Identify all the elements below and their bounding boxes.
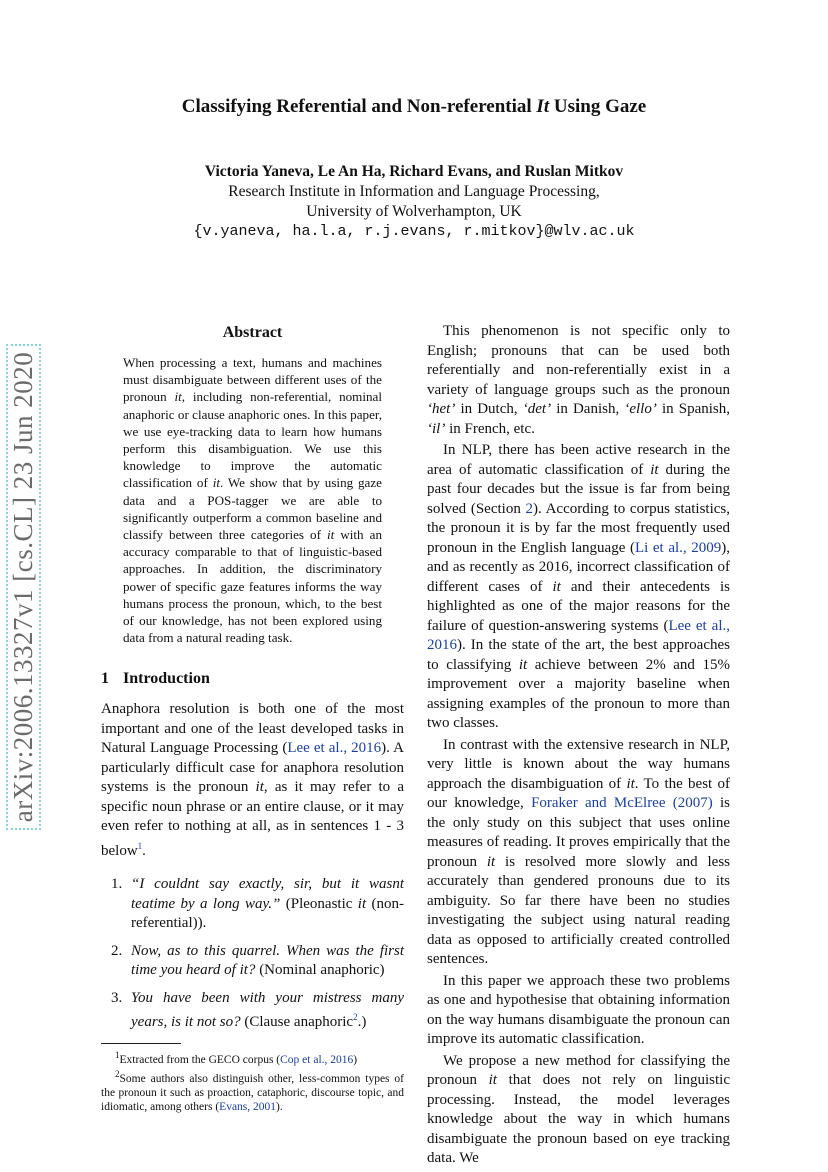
citation-link[interactable]: Evans, 2001 (219, 1100, 277, 1113)
citation-link[interactable]: Lee et al., 2016 (427, 617, 730, 653)
footnote-divider (101, 1043, 181, 1044)
footnote: $^1$Extracted from the GECO corpus (Cop et al., 2016) (115, 1049, 358, 1066)
citation-link[interactable]: Foraker and McElree (2007) (531, 795, 713, 811)
list-item: 2. Now, as to this quarrel. When was the first time you heard of it? (Nominal anaphoric) (111, 942, 404, 979)
right-column (427, 322, 730, 1171)
list-item: 3. You have been with your mistress many years, is it not so? (Clause anaphoric$^2$.) (111, 989, 404, 1031)
footnote-ref[interactable]: 1 (137, 840, 143, 851)
body-paragraph: In NLP, there has been active research in the area of automatic classification of it during the past four decades but the issue is far from being solved (Section 2). According to corpus statistics, the pronoun it is by far the most frequently used pronoun in the English language (Li et al., 2009), and as recently as 2016, incorrect classification of different cases of it and their antecedents is highlighted as one of the major reasons for the failure of question-answering systems (Lee et al., 2016). In the state of the art, the best approaches to classifying it achieve between 2% and 15% improvement over a majority baseline when assigning examples of the pronoun to more than two classes. (427, 442, 731, 731)
author-block (0, 162, 828, 242)
paper-title: Classifying Referential and Non-referential It Using Gaze (181, 96, 647, 117)
left-column (101, 322, 404, 1114)
citation-link[interactable]: Lee et al., 2016 (287, 740, 382, 757)
footnote-ref[interactable]: 2 (353, 1012, 358, 1023)
body-paragraph: In contrast with the extensive research in NLP, very little is known about the way humans approach the disambiguation of it. To the best of our knowledge, Foraker and McElree (2007) is the only study on this subject that uses online measures of reading. It proves empirically that the pronoun it is resolved more slowly and less accurately than gendered pronouns due to its ambiguity. So far there have been no studies investigating the subject using natural reading data as opposed to artificially created controlled sentences. (427, 736, 731, 967)
affiliation-line-1: Research Institute in Information and Language Processing, (228, 183, 600, 200)
body-paragraph: In this paper we approach these two problems as one and hypothesise that obtaining information on the way humans disambiguate the pronoun can improve its automatic classification. (427, 972, 730, 1047)
example-list (101, 875, 404, 1033)
section-link[interactable]: 2 (525, 500, 533, 517)
citation-link[interactable]: Li et al., 2009 (634, 539, 722, 556)
affiliation-line-2: University of Wolverhampton, UK (306, 203, 522, 220)
arxiv-stamp[interactable]: arXiv:2006.13327v1 [cs.CL] 23 Jun 2020 (6, 344, 41, 830)
citation-link[interactable]: Cop et al., 2016 (280, 1053, 354, 1066)
body-paragraph: We propose a new method for classifying the pronoun it that does not rely on linguistic processing. Instead, the model leverages knowledge about the way in which humans disambiguate the pronoun based on eye tracking data. We (427, 1052, 731, 1166)
author-names: Victoria Yaneva, Le An Ha, Richard Evans, and Ruslan Mitkov (204, 163, 624, 180)
list-item: 1. “I couldnt say exactly, sir, but it wasnt teatime by a long way.” (Pleonastic it (non-referential)). (111, 876, 405, 932)
abstract-heading: Abstract (222, 324, 283, 341)
intro-paragraph: Anaphora resolution is both one of the most important and one of the least developed tasks in Natural Language Processing (Lee et al., 2016). A particularly difficult case for anaphora resolution systems is the pronoun it, as it may refer to a specific noun phrase or an entire clause, or it may even refer to nothing at all, as in sentences 1 - 3 below$^1$. (101, 701, 404, 859)
footnote: $^2$Some authors also distinguish other, less-common types of the pronoun it such as proaction, cataphoric, discourse topic, and idiomatic, among others (Evans, 2001). (101, 1068, 404, 1113)
body-paragraph: This phenomenon is not specific only to English; pronouns that can be used both referentially and non-referentially exist in a variety of language groups such as the pronoun ‘het’ in Dutch, ‘det’ in Danish, ‘ello’ in Spanish, ‘il’ in French, etc. (427, 323, 730, 437)
abstract-text: When processing a text, humans and machines must disambiguate between different uses of the pronoun it, including non-referential, nominal anaphoric or clause anaphoric ones. In this paper, we use eye-tracking data to learn how humans perform this disambiguation. We use this knowledge to improve the automatic classification of it. We show that by using gaze data and a POS-tagger we are able to significantly outperform a common baseline and classify between three categories of it with an accuracy comparable to that of linguistic-based approaches. In addition, the discriminatory power of specific gaze features informs the way humans process the pronoun, which, to the best of our knowledge, has not been explored using data from a natural reading task. (123, 355, 383, 646)
author-emails: {v.yaneva, ha.l.a, r.j.evans, r.mitkov}@wlv.ac.uk (193, 223, 635, 240)
section-heading-introduction: 1 Introduction (101, 670, 210, 688)
